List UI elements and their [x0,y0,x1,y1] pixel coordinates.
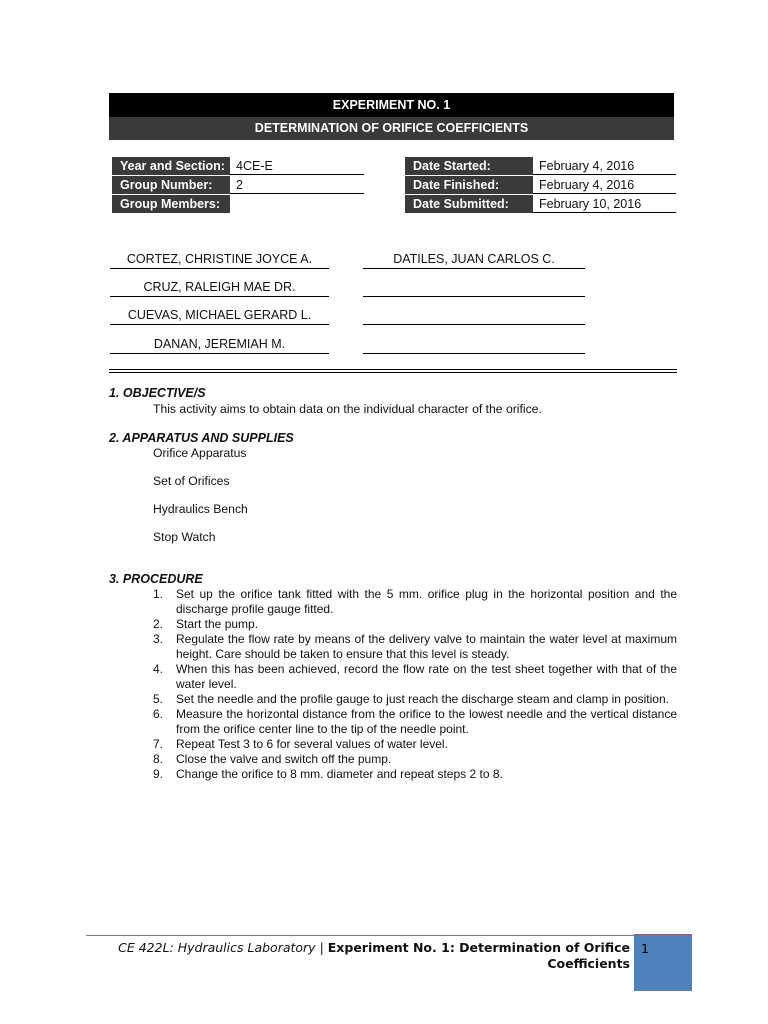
procedure-step [153,767,677,782]
step-number: 7. [153,737,164,751]
experiment-title: DETERMINATION OF ORIFICE COEFFICIENTS [109,117,674,140]
footer-course: CE 422L: Hydraulics Laboratory [118,940,316,955]
apparatus-heading: 2. APPARATUS AND SUPPLIES [109,431,294,445]
procedure-heading: 3. PROCEDURE [109,572,203,586]
info-label: Date Started: [405,157,533,175]
step-text: Set up the orifice tank fitted with the 5 mm. orifice plug in the horizontal position and the discharge profile gauge fitted. [176,587,677,616]
procedure-step [153,737,677,752]
step-text: Measure the horizontal distance from the orifice to the lowest needle and the vertical distance from the orifice center line to the tip of the needle point. [176,707,677,736]
step-number: 3. [153,632,164,646]
procedure-step [153,617,677,632]
step-number: 5. [153,692,164,706]
info-value [230,195,364,213]
footer-title-cont: Coefficients [547,956,630,971]
info-value: 2 [230,176,364,194]
member-name [363,336,585,354]
info-row [112,157,364,175]
info-row [405,176,676,194]
step-text: Regulate the flow rate by means of the delivery valve to maintain the water level at maximum height. Care should be taken to ensure that this level is steady. [176,632,677,661]
info-row [112,195,364,213]
info-label: Group Number: [112,176,230,194]
step-text: When this has been achieved, record the flow rate on the test sheet together with that of the water level. [176,662,677,691]
info-table-left [112,157,364,213]
procedure-list [153,587,677,782]
procedure-step [153,692,677,707]
apparatus-item: Orifice Apparatus [153,446,247,460]
step-text: Change the orifice to 8 mm. diameter and repeat steps 2 to 8. [176,767,503,781]
apparatus-item: Set of Orifices [153,474,230,488]
info-label: Date Finished: [405,176,533,194]
member-name: CUEVAS, MICHAEL GERARD L. [110,307,329,325]
step-text: Close the valve and switch off the pump. [176,752,392,766]
info-row [405,157,676,175]
procedure-step [153,707,677,737]
footer-separator: | [315,940,328,955]
divider [109,372,677,373]
footer-line-1 [108,940,630,956]
step-number: 2. [153,617,164,631]
footer-text [108,940,630,972]
objective-heading: 1. OBJECTIVE/S [109,386,206,400]
info-row [405,195,676,213]
info-label: Year and Section: [112,157,230,175]
apparatus-item: Stop Watch [153,530,216,544]
procedure-step [153,587,677,617]
step-text: Start the pump. [176,617,259,631]
step-number: 8. [153,752,164,766]
info-row [112,176,364,194]
step-number: 4. [153,662,164,676]
step-text: Set the needle and the profile gauge to just reach the discharge steam and clamp in position. [176,692,669,706]
step-number: 6. [153,707,164,721]
step-number: 9. [153,767,164,781]
member-name: CRUZ, RALEIGH MAE DR. [110,279,329,297]
procedure-step [153,752,677,767]
info-value: February 10, 2016 [533,195,676,213]
member-name: DATILES, JUAN CARLOS C. [363,251,585,269]
info-table-right [405,157,676,213]
experiment-number: EXPERIMENT NO. 1 [109,93,674,117]
divider [109,369,677,370]
info-value: February 4, 2016 [533,176,676,194]
member-name: CORTEZ, CHRISTINE JOYCE A. [110,251,329,269]
member-name [363,307,585,325]
info-value: 4CE-E [230,157,364,175]
footer-title: Experiment No. 1: Determination of Orifice [327,940,630,955]
info-label: Group Members: [112,195,230,213]
step-number: 1. [153,587,164,601]
apparatus-item: Hydraulics Bench [153,502,248,516]
step-text: Repeat Test 3 to 6 for several values of water level. [176,737,448,751]
procedure-step [153,662,677,692]
member-name [363,279,585,297]
footer-rule [86,935,692,936]
objective-text: This activity aims to obtain data on the individual character of the orifice. [153,402,542,416]
info-label: Date Submitted: [405,195,533,213]
member-name: DANAN, JEREMIAH M. [110,336,329,354]
page-number: 1 [634,935,692,991]
footer-line-2 [108,956,630,972]
procedure-step [153,632,677,662]
info-value: February 4, 2016 [533,157,676,175]
